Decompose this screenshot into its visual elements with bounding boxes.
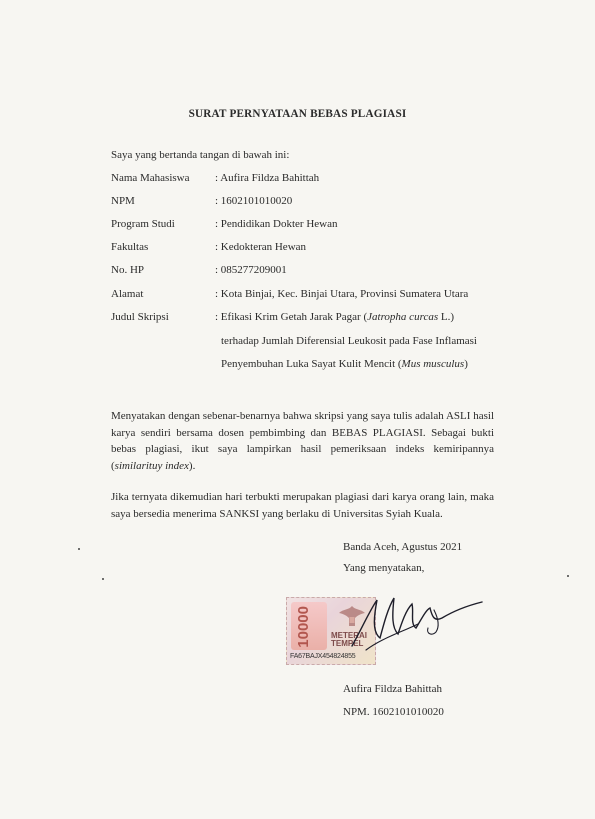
document-title: SURAT PERNYATAAN BEBAS PLAGIASI [188, 108, 407, 120]
signature-scribble [322, 588, 492, 658]
place-date: Banda Aceh, Agustus 2021 [343, 541, 463, 553]
field-value: : Aufira Fildza Bahittah [215, 172, 320, 184]
judul-line-3: Penyembuhan Luka Sayat Kulit Mencit (Mus musculus) [221, 358, 468, 370]
field-value: : Kota Binjai, Kec. Binjai Utara, Provinsi Sumatera Utara [215, 288, 469, 300]
stamp-label: METERAI TEMPEL [331, 631, 367, 648]
field-value: : Efikasi Krim Getah Jarak Pagar (Jatropha curcas L.) [215, 311, 454, 323]
stamp-denomination: 10000 [295, 606, 312, 648]
signer-npm: NPM. 1602101010020 [343, 706, 444, 718]
field-label: Fakultas [111, 241, 149, 253]
field-label: Judul Skripsi [111, 311, 169, 323]
field-label: No. HP [111, 264, 145, 276]
judul-line-2: terhadap Jumlah Diferensial Leukosit pada Fase Inflamasi [221, 335, 477, 347]
closing-text: Yang menyatakan, [343, 562, 425, 574]
field-value: : Kedokteran Hewan [215, 241, 307, 253]
scan-speck [567, 575, 569, 577]
scan-speck [102, 578, 104, 580]
statement-paragraph: Menyatakan dengan sebenar-benarnya bahwa skripsi yang saya tulis adalah ASLI hasil karya sendiri bersama dosen pembimbing dan BEBAS PLAGIASI. Sebagai bukti bebas plagiasi, ikut saya lampirkan hasil pemeriksaan indeks kemiripannya (similarituy index). [111, 410, 494, 472]
field-label: NPM [111, 195, 135, 207]
field-label: Nama Mahasiswa [111, 172, 190, 184]
field-value: : 1602101010020 [215, 195, 293, 207]
field-value: : 085277209001 [215, 264, 287, 276]
sanction-paragraph: Jika ternyata dikemudian hari terbukti merupakan plagiasi dari karya orang lain, maka saya bersedia menerima SANKSI yang berlaku di Universitas Syiah Kuala. [111, 491, 494, 520]
scan-speck [78, 548, 80, 550]
intro-text: Saya yang bertanda tangan di bawah ini: [111, 149, 290, 161]
signer-name: Aufira Fildza Bahittah [343, 683, 442, 695]
stamp-serial: FA67BAJX454824855 [290, 653, 356, 660]
field-label: Alamat [111, 288, 144, 300]
field-value: : Pendidikan Dokter Hewan [215, 218, 338, 230]
field-label: Program Studi [111, 218, 175, 230]
